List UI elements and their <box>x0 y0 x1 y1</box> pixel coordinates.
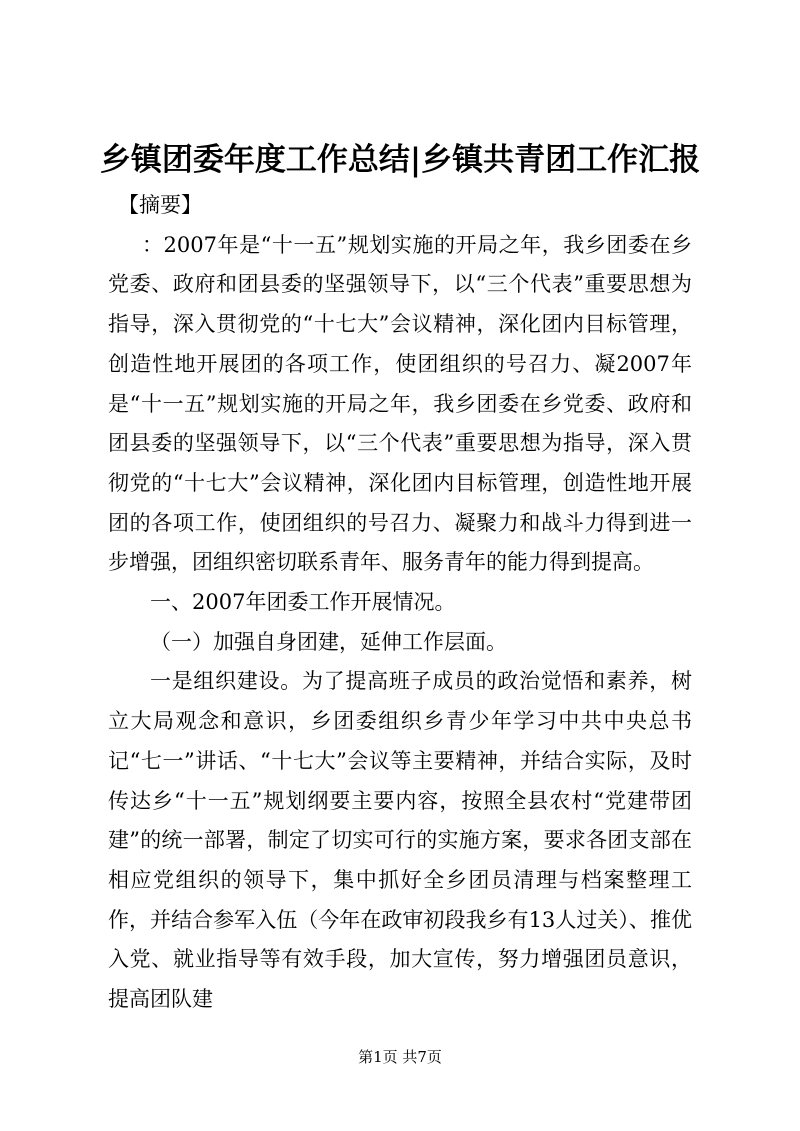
document-body <box>108 186 692 1020</box>
subsection-heading: （一）加强自身团建，延伸工作层面。 <box>150 629 507 654</box>
abstract-text: ：2007年是“十一五”规划实施的开局之年，我乡团委在乡党委、政府和团县委的坚强领导下，以“三个代表”重要思想为指导，深入贯彻党的“十七大”会议精神，深化团内目标管理，创造性地开展团的各项工作，使团组织的号召力、凝2007年是“十一五”规划实施的开局之年，我乡团委在乡党委、政府和团县委的坚强领导下，以“三个代表”重要思想为指导，深入贯彻党的“十七大”会议精神，深化团内目标管理，创造性地开展团的各项工作，使团组织的号召力、凝聚力和战斗力得到进一步增强，团组织密切联系青年、服务青年的能力得到提高。 <box>108 232 692 575</box>
document-title: 乡镇团委年度工作总结|乡镇共青团工作汇报 <box>99 142 701 178</box>
body-paragraph: 一是组织建设。为了提高班子成员的政治觉悟和素养，树立大局观念和意识，乡团委组织乡青少年学习中共中央总书记“七一”讲话、“十七大”会议等主要精神，并结合实际，及时传达乡“十一五”规划纲要主要内容，按照全县农村“党建带团建”的统一部署，制定了切实可行的实施方案，要求各团支部在相应党组织的领导下，集中抓好全乡团员清理与档案整理工作，并结合参军入伍（今年在政审初段我乡有13人过关）、推优入党、就业指导等有效手段，加大宣传，努力增强团员意识，提高团队建 <box>108 669 692 1012</box>
section-heading: 一、2007年团委工作开展情况。 <box>150 590 456 615</box>
abstract-label: 【摘要】 <box>118 193 202 217</box>
page-number-footer: 第1页 共7页 <box>358 1048 442 1066</box>
